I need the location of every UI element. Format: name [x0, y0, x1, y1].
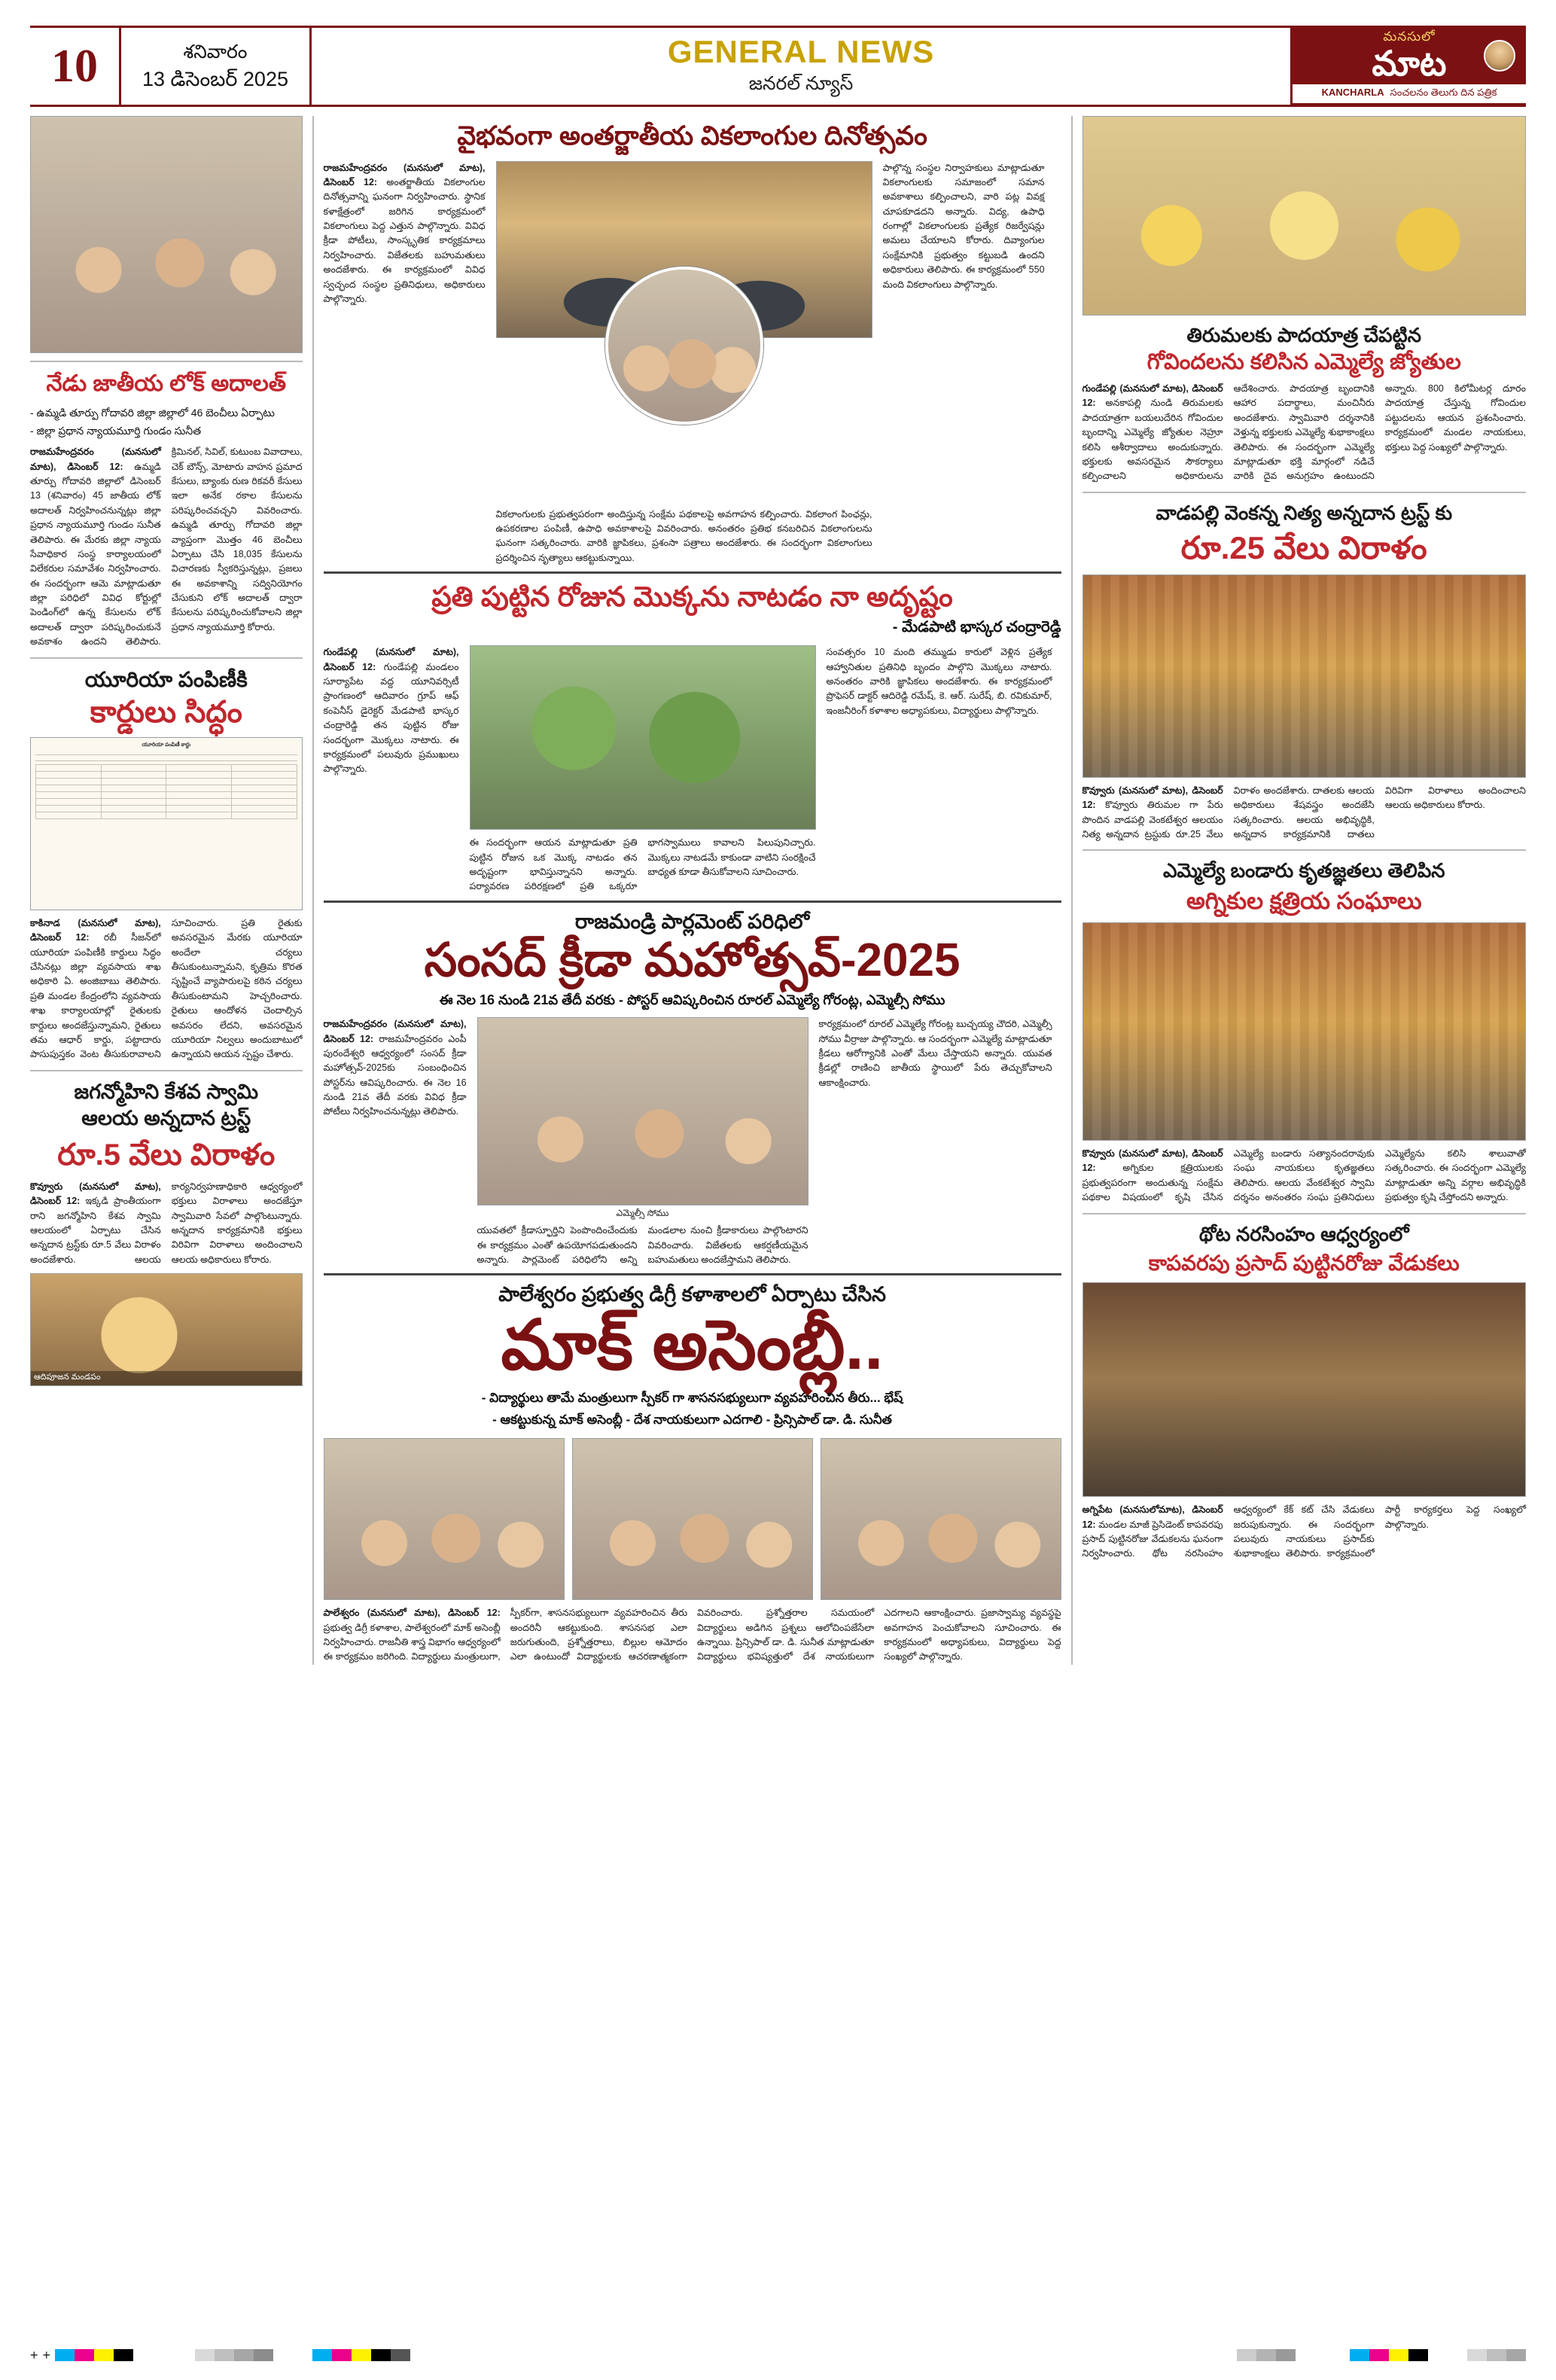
section-title-english: GENERAL NEWS — [667, 33, 935, 69]
headline-padayatra-l2: గోవిందలను కలిసిన ఎమ్మెల్యే జ్యోతుల — [1146, 349, 1461, 374]
publication-logo — [1293, 28, 1526, 105]
quote-credit: - మేడపాటి భాస్కర చంద్రారెడ్డి — [892, 619, 1061, 636]
story-plant-col3 — [827, 645, 1052, 718]
annadana-dateline: కొవ్వూరు (మనసులో మాట), డిసెంబర్ 12: — [1082, 785, 1223, 811]
agnikula-body: అగ్నికుల క్షత్రియులకు ప్రభుత్వపరంగా అందుతున్న సంక్షేమ పథకాల విషయంలో కృషి చేసిన ఎమ్మెల్యే బండారు సత్యానందరావుకు సంఘ నాయకులు కృతజ్ఞతలు తెలిపారు. ఆలయ వేంకటేశ్వర స్వామి దర్శనం అనంతరం సంఘ ప్రతినిధులు ఎమ్మెల్యేను కలిసి శాలువాతో సత్కరించారు. ఈ సందర్భంగా ఎమ్మెల్యే మాట్లాడుతూ అన్ని వర్గాల అభివృద్ధికి ప్రభుత్వం కృషి చేస్తోందని అన్నారు. — [1082, 1148, 1526, 1203]
photo-mock-assembly-3 — [821, 1438, 1061, 1600]
photo-agnikula-felicitation — [1083, 922, 1527, 1141]
story-temple-body: ఇక్కడి ప్రాంతీయంగా రాని జగన్మోహిని కేశవ స్వామి ఆలయంలో ఏర్పాటు చేసిన అన్నదాన ట్రస్ట్‌కు రూ.5 వేలు విరాళం అందజేశారు. ఆలయ కార్యనిర్వహణాధికారి ఆధ్వర్యంలో భక్తులు విరాళాలు అందజేస్తూ స్వామివారి సేవలో పాల్గొంటున్నారు. అన్నదాన కార్యక్రమానికి భక్తులు విరివిగా విరాళాలు అందించాలని ఆలయ అధికారులు కోరారు. — [30, 1181, 303, 1265]
headline-sports-small: రాజమండ్రి పార్లమెంట్ పరిధిలో — [574, 910, 810, 933]
logo-brand: KANCHARLA — [1321, 87, 1384, 98]
plant-col3-body: సంవత్సరం 10 మంది తమ్ముడు కారులో వెళ్లిన ప్రత్యేక ఆహ్వానితుల ప్రతినిధి బృందం పాల్గొని మొక్కలు నాటారు. అనంతరం వారికి జ్ఞాపికలు అందజేశారు. ఈ కార్యక్రమంలో ప్రొఫెసర్ డాక్టర్ ఆదిరెడ్డి రమేష్, కె. ఆర్. సురేష్, బి. రవికుమార్, ఇంజనీరింగ్ కళాశాల అధ్యాపకులు, విద్యార్థులు పాల్గొన్నారు. — [826, 647, 1052, 716]
divider-center-1 — [324, 571, 1061, 574]
swatch-group-1 — [55, 2349, 133, 2361]
divider-2 — [30, 657, 303, 659]
disability-dateline: రాజమహేంద్రవరం (మనసులో మాట), డిసెంబర్ 12: — [323, 162, 486, 187]
headline-donation-5000: రూ.5 వేలు విరాళం — [57, 1138, 276, 1172]
headline-lok-adalat: నేడు జాతీయ లోక్ అదాలత్ — [46, 371, 287, 396]
divider — [30, 361, 303, 362]
form-title: యూరియా పంపిణీ కార్డు — [142, 742, 191, 748]
headline-mock-small: పాలేశ్వరం ప్రభుత్వ డిగ్రీ కళాశాలలో ఏర్పాటు చేసిన — [498, 1283, 886, 1306]
photo-sports-poster-launch — [477, 1017, 808, 1205]
headline-mock-assembly: మాక్ అసెంబ్లీ.. — [501, 1307, 884, 1385]
logo-top-text: మనసులో — [1383, 29, 1436, 44]
headline-sports-sub: ఈ నెల 16 నుండి 21వ తేదీ వరకు - పోస్టర్ ఆవిష్కరించిన రూరల్ ఎమ్మెల్యే గోరంట్ల, ఎమ్మెల్సీ సోము — [439, 992, 945, 1008]
page-content — [30, 116, 1526, 1665]
headline-urea-big: కార్డులు సిద్ధం — [90, 695, 242, 729]
headline-temple-trust-l1: జగన్మోహిని కేశవ స్వామి — [74, 1080, 259, 1103]
column-rule-1 — [312, 116, 314, 1665]
disability-col1-body: అంతర్జాతీయ వికలాంగుల దినోత్సవాన్ని ఘనంగా నిర్వహించారు. స్థానిక కళాక్షేత్రంలో జరిగిన కార్యక్రమంలో వికలాంగులు పెద్ద ఎత్తున పాల్గొన్నారు. వివిధ క్రీడా పోటీలు, సాంస్కృతిక కార్యక్రమాలు నిర్వహించారు. విజేతలకు బహుమతులు అందజేశారు. ఈ కార్యక్రమంలో వివిధ స్వచ్ఛంద సంస్థల ప్రతినిధులు, అధికారులు పాల్గొన్నారు. — [323, 176, 486, 304]
plant-dateline: గుండేపల్లి (మనసులో మాట), డిసెంబర్ 12: — [323, 647, 459, 672]
story-padayatra — [1083, 382, 1527, 484]
logo-main-text: మాట — [1372, 44, 1447, 83]
sports-dateline: రాజమహేంద్రవరం (మనసులో మాట), డిసెంబర్ 12: — [323, 1019, 467, 1044]
story-sports-col1 — [324, 1017, 467, 1120]
divider-3 — [30, 1070, 303, 1071]
disability-photo-wrap — [496, 161, 872, 566]
story-birthday — [1083, 1503, 1527, 1562]
story-urea-body: రబీ సీజన్‌లో యూరియా పంపిణీకి కార్డులు సిద్ధం చేసినట్లు జిల్లా వ్యవసాయ శాఖ అధికారి ఏ. అంజిబాబు తెలిపారు. ప్రతి మండల కేంద్రంలోని వ్యవసాయ శాఖ కార్యాలయాల్లో రైతులకు కార్డులు అందజేస్తున్నామని, రైతులు తమ ఆధార్ కార్డు, పట్టాదారు పాసుపుస్తకం వెంట తీసుకురావాలని సూచించారు. ప్రతి రైతుకు అవసరమైన మేరకు యూరియా అందేలా చర్యలు తీసుకుంటున్నామని, కృత్రిమ కొరత సృష్టించే వ్యాపారులపై కఠిన చర్యలు తీసుకుంటామని హెచ్చరించారు. రైతులు ఆందోళన చెందాల్సిన అవసరం లేదని, అవసరమైన యూరియా నిల్వలు అందుబాటులో ఉన్నాయని ఆయన స్పష్టం చేశారు. — [30, 917, 303, 1060]
lok-adalat-bullets — [30, 404, 303, 440]
form-line-2 — [35, 758, 297, 761]
story-annadana-trust — [1083, 784, 1527, 843]
story-plant-col-mid — [470, 836, 816, 894]
photo-sports-caption: ఎమ్మెల్సీ సోము — [616, 1208, 669, 1219]
registration-mark-left: + — [30, 2347, 38, 2363]
story-temple-dateline: కొవ్వూరు (మనసులో మాట), డిసెంబర్ 12: — [30, 1181, 161, 1207]
mock-body-3: ప్రిన్సిపాల్ డా. డి. సునీత మాట్లాడుతూ విద్యార్థులు భవిష్యత్తులో దేశ నాయకులుగా ఎదగాలని ఆకాంక్షించారు. ప్రజాస్వామ్య వ్యవస్థపై అవగాహన పెంచుకోవాలని సూచించారు. ఈ కార్యక్రమంలో అధ్యాపకులు, విద్యార్థులు పెద్ద సంఖ్యలో పాల్గొన్నారు. — [697, 1607, 1061, 1662]
form-document — [31, 738, 302, 910]
registration-mark-left-2: + — [42, 2347, 51, 2363]
center-column — [324, 116, 1061, 1665]
headline-annadana-trust: వాడపల్లి వెంకన్న నిత్య అన్నదాన ట్రస్ట్ కు — [1156, 501, 1453, 524]
sports-col3-body: కార్యక్రమంలో రూరల్ ఎమ్మెల్యే గోరంట్ల బుచ్చయ్య చౌదరి, ఎమ్మెల్సీ సోము వీర్రాజు పాల్గొన్నారు. ఆ సందర్భంగా ఎమ్మెల్యే మాట్లాడుతూ క్రీడలు ఆరోగ్యానికి ఎంతో మేలు చేస్తాయని అన్నారు. యువత క్రీడల్లో రాణించి జాతీయ స్థాయిలో పేరు తెచ్చుకోవాలని ఆకాంక్షించారు. — [818, 1019, 1052, 1088]
headline-birthday-l1: థోట నరసింహం ఆధ్వర్యంలో — [1198, 1222, 1409, 1245]
sports-photo-wrap — [477, 1017, 808, 1267]
story-sports-col3 — [819, 1017, 1052, 1090]
swatch-group-gray-2 — [1237, 2349, 1296, 2361]
padayatra-body: అనకాపల్లి నుండి తిరుమలకు పాదయాత్రగా బయలుదేరిన గోవిందుల బృందాన్ని ఎమ్మెల్యే జ్యోతుల నెహ్రూ కలిసి ఆశీర్వాదాలు అందుకున్నారు. భక్తులకు అవసరమైన సౌకర్యాలు కల్పించాలని అధికారులను ఆదేశించారు. పాదయాత్ర బృందానికి ఆహార పదార్థాలు, మంచినీరు అందజేశారు. స్వామివారి దర్శనానికి వెళ్తున్న భక్తులకు ఎమ్మెల్యే శుభాకాంక్షలు తెలిపారు. ఈ సందర్భంగా ఎమ్మెల్యే మాట్లాడుతూ భక్తి మార్గంలో నడిచే వారికి దైవ అనుగ్రహం ఉంటుందని అన్నారు. 800 కిలోమీటర్ల దూరం పాదయాత్ర చేస్తున్న గోవిందుల పట్టుదలను ఆయన ప్రశంసించారు. కార్యక్రమంలో మండల నాయకులు, భక్తులు పెద్ద సంఖ్యలో పాల్గొన్నారు. — [1082, 383, 1526, 482]
headline-disability-day: వైభవంగా అంతర్జాతీయ వికలాంగుల దినోత్సవం — [457, 121, 927, 151]
form-table — [35, 764, 297, 819]
headline-plant-quote: ప్రతి పుట్టిన రోజున మొక్కను నాటడం నా అదృష్టం — [431, 581, 953, 612]
story-urea-dateline: కాకినాడ (మనసులో మాట), డిసెంబర్ 12: — [30, 917, 161, 943]
photo-birthday-celebration — [1083, 1282, 1527, 1497]
photo-officer-desk — [30, 116, 303, 353]
disability-col3-body: పాల్గొన్న సంస్థల నిర్వాహకులు మాట్లాడుతూ వికలాంగులకు సమాజంలో సమాన అవకాశాలు కల్పించాలని, వారి పట్ల వివక్ష చూపకూడదని అన్నారు. విద్య, ఉపాధి రంగాల్లో వికలాంగులకు ప్రత్యేక రిజర్వేషన్లు అమలు చేయాలని కోరారు. దివ్యాంగుల సంక్షేమానికి ప్రభుత్వం కట్టుబడి ఉందని అధికారులు తెలిపారు. ఈ కార్యక్రమంలో 550 మంది వికలాంగులు పాల్గొన్నారు. — [882, 162, 1045, 290]
masthead-day: శనివారం — [183, 41, 248, 62]
mock-sub-2: - ఆకట్టుకున్న మాక్ అసెంబ్లీ - దేశ నాయకులుగా ఎదగాలి - ప్రిన్సిపాల్ డా. డి. సునీత — [492, 1412, 892, 1428]
logo-bottom-bar — [1293, 84, 1526, 103]
story-dateline: రాజమహేంద్రవరం (మనసులో మాట), డిసెంబర్ 12: — [30, 446, 161, 472]
headline-sports-big: సంసద్ క్రీడా మహోత్సవ్-2025 — [424, 934, 961, 986]
mock-photo-row — [324, 1438, 1061, 1600]
headline-donation-25000: రూ.25 వేలు విరాళం — [1180, 530, 1427, 566]
birthday-dateline: అగ్నిపేట (మనసులోమాట), డిసెంబర్ 12: — [1082, 1504, 1223, 1530]
headline-thanks-l1: ఎమ్మెల్యే బండారు కృతజ్ఞతలు తెలిపిన — [1162, 859, 1445, 882]
story-disability-col1 — [324, 161, 486, 307]
agnikula-dateline: కొవ్వూరు (మనసులో మాట), డిసెంబర్ 12: — [1082, 1148, 1223, 1174]
section-title-telugu: జనరల్ న్యూస్ — [748, 72, 854, 94]
story-body: ఉమ్మడి తూర్పు గోదావరి జిల్లాలో డిసెంబర్ 13 (శనివారం) 45 జాతీయ లోక్ అదాలత్ నిర్వహించనున్నట్లు జిల్లా ప్రధాన న్యాయమూర్తి గుండం సునీత తెలిపారు. ఈ మేరకు జిల్లా న్యాయ సేవాధికార సంస్థ కార్యాలయంలో విలేకరుల సమావేశం నిర్వహించారు. ఈ సందర్భంగా ఆమె మాట్లాడుతూ జిల్లా పరిధిలో వివిధ కోర్టుల్లో పెండింగ్‌లో ఉన్న కేసులను లోక్ అదాలత్ ద్వారా పరిష్కరించుకునే అవకాశం ఉందని తెలిపారు. క్రిమినల్, సివిల్, కుటుంబ వివాదాలు, చెక్ బౌన్స్, మోటారు వాహన ప్రమాద కేసులు, బ్యాంకు రుణ రికవరీ కేసులు ఇలా అనేక రకాల కేసులను పరిష్కరించవచ్చని వివరించారు. ఉమ్మడి తూర్పు గోదావరి జిల్లా వ్యాప్తంగా మొత్తం 46 బెంచీలు ఏర్పాటు చేసి 18,035 కేసులను విచారణకు స్వీకరిస్తున్నట్లు, ప్రజలు ఈ అవకాశాన్ని సద్వినియోగం చేసుకుని లోక్ అదాలత్ ద్వారా కేసులను పరిష్కరించుకోవాలని జిల్లా ప్రధాన న్యాయమూర్తి కోరారు. — [30, 446, 303, 648]
color-registration-bar — [30, 2347, 1526, 2363]
headline-urea-small: యూరియా పంపిణీకి — [84, 667, 248, 691]
mock-sub-1: - విద్యార్థులు తామే మంత్రులుగా స్పీకర్ గా శాసనసభ్యులుగా వ్యవహరించిన తీరు... భేష్ — [481, 1390, 903, 1405]
photo-padayatra-group — [1083, 116, 1527, 315]
swatch-group-gray-1 — [195, 2349, 273, 2361]
divider-right-1 — [1083, 492, 1527, 493]
page-number: 10 — [51, 40, 98, 92]
form-line — [35, 752, 297, 755]
story-plant-col1 — [324, 645, 459, 776]
column-rule-2 — [1071, 116, 1073, 1665]
mock-dateline: పాలేశ్వరం (మనసులో మాట), డిసెంబర్ 12: — [323, 1607, 501, 1619]
story-lok-adalat — [30, 445, 303, 649]
right-column — [1083, 116, 1527, 1665]
headline-temple-trust-l2: ఆలయ అన్నదాన ట్రస్ట్ — [81, 1106, 251, 1129]
disability-mid-body: వికలాంగులకు ప్రభుత్వపరంగా అందిస్తున్న సంక్షేమ పథకాలపై అవగాహన కల్పించారు. వికలాంగ పింఛన్లు, ఉపకరణాల పంపిణీ, ఉపాధి అవకాశాలపై వివరించారు. అనంతరం ప్రతిభ కనబరిచిన వికలాంగులను ఘనంగా సత్కరించారు. వారికి జ్ఞాపికలు, ప్రశంసా పత్రాలు అందజేశారు. ఈ సందర్భంగా వికలాంగులు ప్రదర్శించిన నృత్యాలు ఆకట్టుకున్నాయి. — [495, 508, 872, 563]
photo-caption: ఆదిపూజన మండపం — [31, 1371, 302, 1385]
plant-mid-body: ఈ సందర్భంగా ఆయన మాట్లాడుతూ ప్రతి పుట్టిన రోజున ఒక మొక్క నాటడం తన అదృష్టంగా భావిస్తున్నానని అన్నారు. పర్యావరణ పరిరక్షణలో ప్రతి ఒక్కరూ భాగస్వాములు కావాలని పిలుపునిచ్చారు. మొక్కలు నాటడమే కాకుండా వాటిని సంరక్షించే బాధ్యత కూడా తీసుకోవాలని సూచించారు. — [469, 837, 816, 892]
masthead — [30, 26, 1526, 107]
left-column — [30, 116, 303, 1665]
annadana-body: కొవ్వూరు తిరుమల గా పేరు పొందిన వాడపల్లి వెంకటేశ్వర ఆలయం నిత్య అన్నదాన ట్రస్టుకు రూ.25 వేలు విరాళం అందజేశారు. దాతలకు ఆలయ అధికారులు శేషవస్త్రం అందజేసి సత్కరించారు. ఆలయ అభివృద్ధికి, అన్నదాన కార్యక్రమానికి దాతలు విరివిగా విరాళాలు అందించాలని ఆలయ అధికారులు కోరారు. — [1082, 785, 1526, 840]
swatch-group-2 — [312, 2349, 410, 2361]
headline-birthday-l2: కాపవరపు ప్రసాద్ పుట్టినరోజు వేడుకలు — [1148, 1251, 1460, 1275]
photo-temple-donation — [30, 1273, 303, 1386]
photo-inset-award — [605, 267, 763, 425]
swatch-group-gray-3 — [1467, 2349, 1526, 2361]
masthead-section-title — [312, 28, 1290, 105]
divider-center-3 — [324, 1273, 1061, 1275]
headline-thanks-l2: అగ్నికుల క్షత్రియ సంఘాలు — [1186, 888, 1422, 915]
mock-body-2: శాసనసభ ఎలా జరుగుతుంది, ప్రశ్నోత్తరాలు, బిల్లుల ఆమోదం ఎలా ఉంటుందో విద్యార్థులకు ఆచరణాత్మకంగా వివరించారు. ప్రశ్నోత్తరాల సమయంలో విద్యార్థులు అడిగిన ప్రశ్నలు ఆలోచింపజేసేలా ఉన్నాయి. — [510, 1607, 875, 1662]
masthead-date — [121, 28, 309, 105]
divider-right-2 — [1083, 849, 1527, 851]
mock-body-1: ప్రభుత్వ డిగ్రీ కళాశాల, పాలేశ్వరంలో మాక్ అసెంబ్లీ నిర్వహించారు. రాజనీతి శాస్త్ర విభాగం ఆధ్వర్యంలో ఈ కార్యక్రమం జరిగింది. విద్యార్థులు మంత్రులుగా, స్పీకర్‌గా, శాసనసభ్యులుగా వ్యవహరించిన తీరు అందరినీ ఆకట్టుకుంది. — [323, 1607, 688, 1662]
photo-mock-assembly-2 — [572, 1438, 813, 1600]
swatch-group-3 — [1350, 2349, 1428, 2361]
bullet-1: - ఉమ్మడి తూర్పు గోదావరి జిల్లా జిల్లాలో 46 బెంచీలు ఏర్పాటు — [30, 406, 275, 419]
story-disability-col3 — [883, 161, 1045, 292]
sports-mid-body: యువతలో క్రీడాస్ఫూర్తిని పెంపొందించేందుకు ఈ కార్యక్రమం ఎంతో ఉపయోగపడుతుందని అన్నారు. పార్లమెంట్ పరిధిలోని అన్ని మండలాల నుంచి క్రీడాకారులు పాల్గొంటారని వివరించారు. విజేతలకు ఆకర్షణీయమైన బహుమతులు అందజేస్తామని తెలిపారు. — [477, 1225, 808, 1265]
divider-right-3 — [1083, 1213, 1527, 1214]
logo-tagline: సంచలనం తెలుగు దిన పత్రిక — [1390, 87, 1497, 98]
plantation-story-block — [324, 645, 1061, 894]
birthday-body: మండల మాజీ ప్రెసిడెంట్ కాపవరపు ప్రసాద్ పుట్టినరోజు వేడుకలను ఘనంగా నిర్వహించారు. థోట నరసింహం ఆధ్వర్యంలో కేక్ కట్ చేసి వేడుకలు జరుపుకున్నారు. ఈ సందర్భంగా పలువురు నాయకులు ప్రసాద్‌కు శుభాకాంక్షలు తెలిపారు. కార్యక్రమంలో పార్టీ కార్యకర్తలు పెద్ద సంఖ్యలో పాల్గొన్నారు. — [1082, 1504, 1526, 1559]
headline-padayatra-l1: తిరుమలకు పాదయాత్ర చేపట్టిన — [1186, 324, 1421, 346]
photo-urea-card-form — [30, 737, 303, 910]
story-agnikula — [1083, 1147, 1527, 1205]
story-disability-col-mid — [496, 507, 872, 566]
plant-col1-body: గుండేపల్లి మండలం సూర్యాపేట వద్ద యూనివర్సిటీ ప్రాంగణంలో ఆదివారం గ్రూప్ ఆఫ్ కంపెనీస్ డైరెక్టర్ మేడపాటి భాస్కర చంద్రారెడ్డి తన పుట్టిన రోజు సందర్భంగా మొక్కలు నాటారు. ఈ కార్యక్రమంలో పలువురు ప్రముఖులు పాల్గొన్నారు. — [323, 661, 459, 775]
logo-portrait-icon — [1484, 40, 1515, 72]
photo-mock-assembly-1 — [324, 1438, 565, 1600]
bullet-2: - జిల్లా ప్రధాన న్యాయమూర్తి గుండం సునీత — [30, 424, 202, 437]
story-sports-col-mid — [477, 1224, 808, 1267]
story-urea — [30, 916, 303, 1062]
sports-story-block — [324, 1017, 1061, 1267]
story-mock-assembly — [324, 1606, 1061, 1665]
photo-tree-plantation — [470, 645, 816, 830]
plant-photo-wrap — [470, 645, 816, 894]
divider-center-2 — [324, 900, 1061, 903]
disability-story-block — [324, 161, 1061, 566]
padayatra-dateline: గుండేపల్లి (మనసులో మాట), డిసెంబర్ 12: — [1082, 383, 1223, 409]
story-temple-trust — [30, 1180, 303, 1267]
sports-col1-body: రాజమహేంద్రవరం ఎంపీ పురందేశ్వరి ఆధ్వర్యంలో సంసద్ క్రీడా మహోత్సవ్-2025కు సంబంధించిన పోస్టర్‌ను ఆవిష్కరించారు. ఈ నెల 16 నుండి 21వ తేదీ వరకు వివిధ క్రీడా పోటీలు నిర్వహించనున్నట్లు తెలిపారు. — [323, 1033, 467, 1117]
masthead-date-text: 13 డిసెంబర్ 2025 — [142, 67, 288, 90]
photo-donation-handover — [1083, 574, 1527, 778]
